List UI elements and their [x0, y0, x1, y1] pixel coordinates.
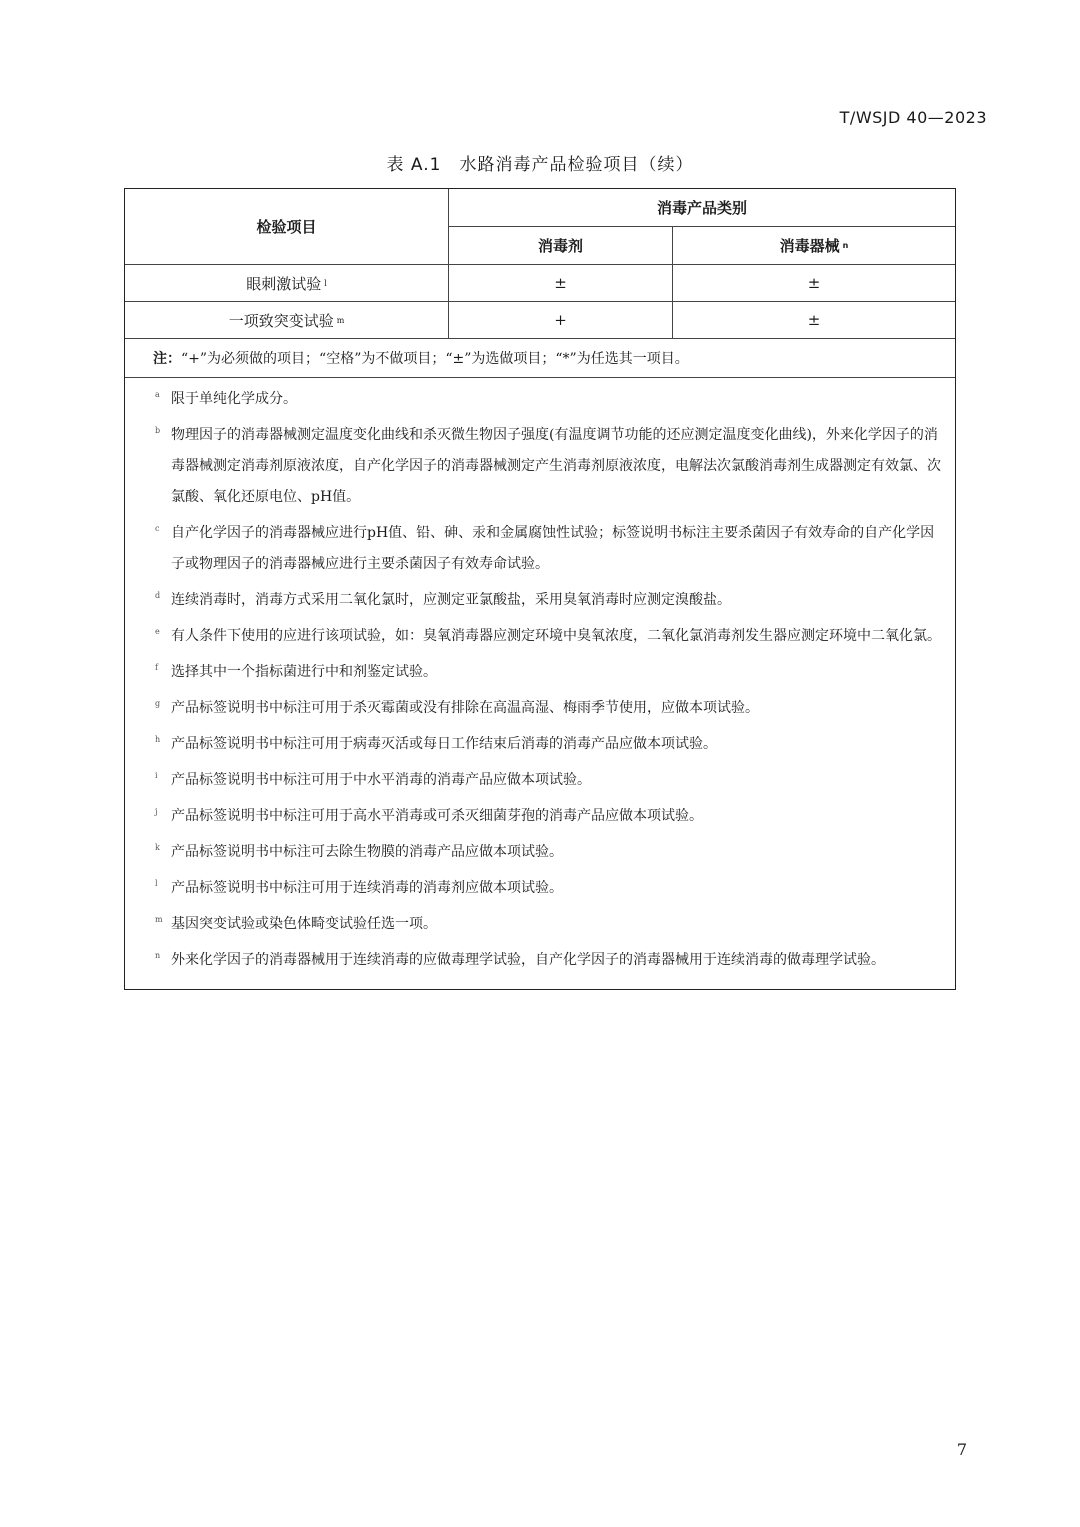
footnote: b 物理因子的消毒器械测定温度变化曲线和杀灭微生物因子强度(有温度调节功能的还应测定温度变化曲线)，外来化学因子的消毒器械测定消毒剂原液浓度，自产化学因子的消毒器械测定产生消毒剂原液浓度，电解法次氯酸消毒剂生成器测定有效氯、次氯酸、氧化还原电位、pH值。: [155, 426, 941, 505]
header-device: 消毒器械 n: [779, 237, 849, 255]
footnote: i 产品标签说明书中标注可用于中水平消毒的消毒产品应做本项试验。: [155, 771, 591, 788]
row-device-value: ±: [807, 274, 821, 292]
header-category: 消毒产品类别: [449, 189, 955, 227]
footnote: m 基因突变试验或染色体畸变试验任选一项。: [155, 915, 437, 932]
footnote: g 产品标签说明书中标注可用于杀灭霉菌或没有排除在高温高湿、梅雨季节使用，应做本项试验。: [155, 699, 759, 716]
footnote-list: [125, 378, 955, 989]
document-code: T/WSJD 40—2023: [839, 108, 987, 127]
footnote: c 自产化学因子的消毒器械应进行pH值、铅、砷、汞和金属腐蚀性试验；标签说明书标注主要杀菌因子有效寿命的自产化学因子或物理因子的消毒器械应进行主要杀菌因子有效寿命试验。: [155, 524, 935, 572]
table-row: [125, 302, 955, 339]
row-device-value: ±: [807, 311, 821, 329]
footnote: h 产品标签说明书中标注可用于病毒灭活或每日工作结束后消毒的消毒产品应做本项试验。: [155, 735, 717, 752]
row-item: 一项致突变试验 m: [125, 302, 449, 338]
footnote: f 选择其中一个指标菌进行中和剂鉴定试验。: [155, 663, 437, 680]
footnote: l 产品标签说明书中标注可用于连续消毒的消毒剂应做本项试验。: [155, 879, 563, 896]
table-note: 注： “+”为必须做的项目；“空格”为不做项目；“±”为选做项目；“*”为任选其一项目。: [125, 339, 955, 378]
header-item: 检验项目: [125, 189, 449, 264]
header-agent: 消毒剂: [449, 227, 673, 264]
footnote: j 产品标签说明书中标注可用于高水平消毒或可杀灭细菌芽孢的消毒产品应做本项试验。: [155, 807, 703, 824]
header-category-group: [449, 189, 955, 264]
footnote: k 产品标签说明书中标注可去除生物膜的消毒产品应做本项试验。: [155, 843, 563, 860]
footnote: a 限于单纯化学成分。: [155, 390, 297, 407]
table-title: 表 A.1 水路消毒产品检验项目（续）: [386, 155, 694, 175]
footnote: n 外来化学因子的消毒器械用于连续消毒的应做毒理学试验，自产化学因子的消毒器械用于连续消毒的做毒理学试验。: [155, 951, 885, 968]
footnote-ref: l: [324, 278, 327, 288]
row-item: 眼刺激试验 l: [125, 265, 449, 301]
footnote-ref: n: [842, 241, 849, 250]
inspection-table: [124, 188, 956, 990]
footnote: d 连续消毒时，消毒方式采用二氧化氯时，应测定亚氯酸盐，采用臭氧消毒时应测定溴酸盐。: [155, 591, 731, 608]
footnote: e 有人条件下使用的应进行该项试验，如：臭氧消毒器应测定环境中臭氧浓度，二氧化氯消毒剂发生器应测定环境中二氧化氯。: [155, 627, 941, 644]
page-number: 7: [956, 1440, 967, 1459]
table-header: [125, 189, 955, 265]
footnote-ref: m: [336, 315, 345, 325]
row-agent-value: +: [449, 302, 673, 338]
table-row: [125, 265, 955, 302]
row-agent-value: ±: [449, 265, 673, 301]
